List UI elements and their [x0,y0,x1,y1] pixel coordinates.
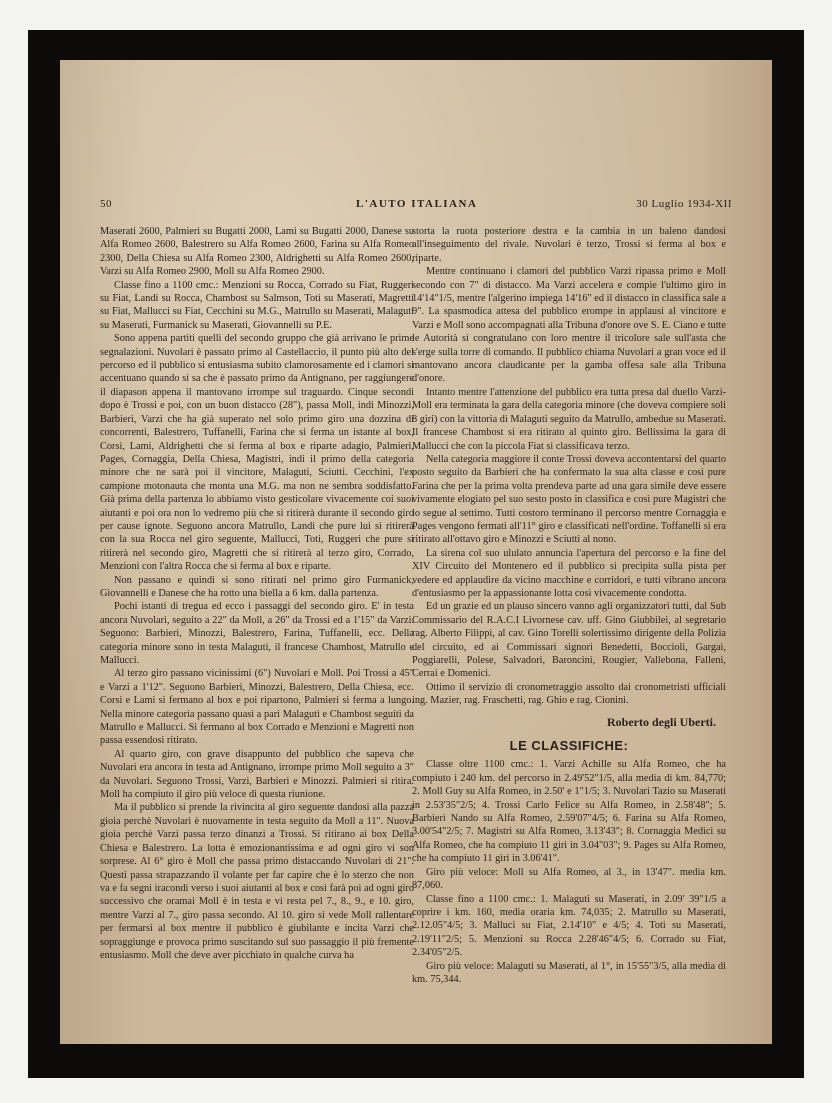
paragraph: Non passano e quindi si sono ritirati nel primo giro Furmanick, Giovannelli e Danese che ha rotto una biella a 6 km. dalla partenza. [100,574,414,599]
paragraph: Al quarto giro, con grave disappunto del pubblico che sapeva che Nuvolari era ancora in testa ad Antignano, irrompe primo Moll seguito a 3" da Nuvolari. Seguono Trossi, Varzi, Barbieri e Minozzi. Palmieri si ritira. Moll ha compiuto il giro più veloce di questa riunione. [100,748,414,801]
paragraph: Mentre continuano i clamori del pubblico Varzi ripassa primo e Moll secondo con 7" di distacco. Ma Varzi accelera e compie l'ultimo giro in 14'14"1/5, mentre l'algerino impiega 14'16" ed il distacco in classifica sale a 9". La spasmodica attesa del pubblico erompe in applausi al vincitore e Varzi e Moll sono accompagnati alla Tribuna d'onore ove S. E. Ciano e tutte le Autorità si congratulano con loro mentre il tricolore sale sull'asta che s'erge sulla torre di comando. Il pubblico chiama Nuvolari a gran voce ed il mantovano ancora claudicante per la gamba offesa sale alla Tribuna d'onore. [412,266,726,385]
paragraph: storta la ruota posteriore destra e la cambia in un baleno dandosi all'inseguimento del rivale. Nuvolari è terzo, Trossi si ferma al box e riparte. [412,226,726,264]
classification-entry: Giro più veloce: Malaguti su Maserati, al 1°, in 15'55"3/5, alla media di km. 75,344. [412,960,726,985]
left-column [100,225,414,962]
paragraph: Nella categoria maggiore il conte Trossi doveva accontentarsi del quarto posto seguito da Barbieri che ha confermato la sua alta classe e così pure Farina che per la prima volta prendeva parte ad una gara simile deve essere vivamente elogiato pel suo sesto posto in classifica e così pure Magistri che lo segue al settimo. Tutti costoro terminano il percorso mentre Cornaggia e Pages vengono fermati all'11° giro e classificati nell'ordine. Toffanelli si era ritirato all'ottavo giro e Minozzi e Sciutti al nono. [412,453,726,546]
paragraph: Maserati 2600, Palmieri su Bugatti 2000, Lami su Bugatti 2000, Danese su Alfa Romeo 2600, Balestrero su Alfa Romeo 2600, Farina su Alfa Romeo 2300, Della Chiesa su Alfa Romeo 2300, Aldrighetti su Alfa Romeo 2600, Varzi su Alfa Romeo 2900, Moll su Alfa Romeo 2900. [100,226,414,278]
paragraph: La sirena col suo ululato annuncia l'apertura del percorso e la fine del XIV Circuito del Montenero ed il pubblico si precipita sulla pista per vedere ed applaudire da vicino macchine e corridori, e tutti vibrano ancora d'entusiasmo per la appassionante lotta così vivacemente condotta. [412,547,726,599]
paragraph: Pochi istanti di tregua ed ecco i passaggi del secondo giro. E' in testa ancora Nuvolari, seguito a 22" da Moll, a 26" da Trossi ed a 1'15" da Varzi. Seguono: Barbieri, Minozzi, Balestrero, Farina, Tuffanelli, ecc. Della categoria minore sono in testa Malaguti, il francese Chambost, Matrullo e Mallucci. [100,601,414,666]
paragraph: Classe fino a 1100 cmc.: Menzioni su Rocca, Corrado su Fiat, Ruggeri su Fiat, Landi su Rocca, Chambost su Salmson, Toti su Maserati, Magretti su Fiat, Mallucci su Fiat, Cecchini su M.G., Matrullo su Maserati, Malaguti su Maserati, Furmanick su Maserati, Giovannelli su P.E. [100,279,414,331]
paragraph: Intanto mentre l'attenzione del pubblico era tutta presa dal duello Varzi-Moll era terminata la gara della categoria minore (che doveva compiere soli 8 giri) con la vittoria di Malaguti seguito da Matrullo, ambedue su Maserati. Il francese Chambost si era ritirato al quinto giro. Bellissima la gara di Mallucci che con la piccola Fiat si classificava terzo. [412,386,726,452]
classification-entry: Classe fino a 1100 cmc.: 1. Malaguti su Maserati, in 2.09' 39"1/5 a coprire i km. 160, media oraria km. 74,035; 2. Matrullo su Maserati, 2.12.05"4/5; 3. Malluci su Fiat, 2.14'10" e 4/5; 4. Toti su Maserati, 2.19'11"2/5; 5. Menzioni su Rocca 2.28'46"4/5; 6. Corrado su Fiat, 2.34'05"2/5. [412,893,726,959]
paragraph: Al terzo giro passano vicinissimi (6") Nuvolari e Moll. Poi Trossi a 45" e Varzi a 1'12". Seguono Barbieri, Minozzi, Balestrero, Della Chiesa, ecc. Corsi e Lami si fermano al box e poi ripartono, Palmieri si ferma a lungo. Nella minore categoria passano quasi a pari Malaguti e Chambost seguiti da Matrullo e Mallucci. Si fermano al box Corrado e Menzioni e Magretti non passa essendosi ritirato. [100,668,414,747]
classifiche-heading: LE CLASSIFICHE: [509,738,629,754]
author-signature: Roberto degli Uberti. [607,714,716,729]
paragraph: Ma il pubblico si prende la rivincita al giro seguente dandosi alla pazza gioia perchè Nuvolari è nuovamente in testa seguito da Moll a 11". Nuova gioia perchè Varzi passa terzo dinanzi a Trossi. Si ritirano ai box Della Chiesa e Balestrero. La lotta è emozionantissima e ad ogni giro vi son sorprese. Al 6° giro è Moll che passa primo distaccando Nuvolari di 21". Questi passa strapazzando il volante per far capire che è lo sterzo che non va e fa segni iracondi verso i suoi aiutanti al box e così farà poi ad ogni giro successivo che oramai Moll è in testa e vi resta pel 7., 8., 9., e 10. giro, mentre Varzi al 7., giro passa secondo. Al 10. giro si vede Moll rallentare per fermarsi al box mentre il pubblico è giubilante e incita Varzi che sopraggiunge e provoca primo suscitando sul suo passaggio il più fremente entusiasmo. Moll che deve aver picchiato in qualche curva ha [100,802,414,961]
page-number: 50 [100,198,112,210]
paragraph: Ottimo il servizio di cronometraggio assolto dai cronometristi ufficiali ing. Mazier, rag. Fraschetti, rag. Ghio e rag. Cionini. [412,681,726,707]
right-column [412,225,726,986]
paragraph: Sono appena partiti quelli del secondo gruppo che già arrivano le prime segnalazioni. Nuvolari è passato primo al Castellaccio, il punto più alto del percorso ed il pubblico si entusiasma subito clamorosamente ed i clamori si accentuano quando si sa che è passato primo da Antignano, per raggiungere il diapason appena il mantovano irrompe sul traguardo. Cinque secondi dopo è Trossi e poi, con un buon distacco (28"), passa Moll, indi Minozzi, Barbieri, Varzi che ha già superato nel solo primo giro una dozzina di concorrenti, Balestrero, Tuffanelli, Farina che si ferma un istante al box, Corsi, Lami, Aldrighetti che si ferma al box e riparte adagio, Palmieri, Pages, Cornaggia, Della Chiesa, Magistri, indi il primo della categoria minore che ne sarà poi il vincitore, Malaguti, Sciutti. Cecchini, l'ex campione motonauta che monta una M.G. ma non ne sembra soddisfatto. Già prima della partenza lo abbiamo visto gesticolare vivacemente coi suoi aiutanti e poi ora non lo vedremo più che si ritirerà durante il secondo giro per cause ignote. Seguono ancora Matrullo, Landi che pure lui si ritirerà con la sua Rocca nel giro seguente, Mallucci, Toti, Ruggeri che pure si ritirerà nel secondo giro, Magretti che si ritirerà al terzo giro, Corrado, Menzioni con l'altra Rocca che si ferma al box e riparte. [100,333,414,573]
issue-date: 30 Luglio 1934-XII [636,198,732,210]
magazine-page [60,60,772,1044]
journal-title: L'AUTO ITALIANA [356,198,478,210]
paragraph: Ed un grazie ed un plauso sincero vanno agli organizzatori tutti, dal Sub Commissario del R.A.C.I Livornese cav. uff. Gino Giubbilei, al segretario rag. Alberto Filippi, al cav. Gino Torelli solertissimo dirigente della Polizia del circuito, ed ai Commissari signori Benedetti, Boccioli, Gargai, Poggiarelli, Polese, Salvadori, Baroncini, Rougier, Vallebona, Falleni, Cerrai e Domenici. [412,601,726,680]
classification-entry: Giro più veloce: Moll su Alfa Romeo, al 3., in 13'47". media km. 87,060. [412,866,726,892]
classification-entry: Classe oltre 1100 cmc.: 1. Varzi Achille su Alfa Romeo, che ha compiuto i 240 km. del percorso in 2.49'52"1/5, alla media di km. 84,770; 2. Moll Guy su Alfa Romeo, in 2.50' e 1"1/5; 3. Nuvolari Tazio su Maserati in 2.53'35"2/5; 4. Trossi Carlo Felice su Alfa Romeo, in 2.58'48"; 5. Barbieri Nando su Alfa Romeo, 2.59'07"4/5; 6. Farina su Alfa Romeo, 3.00'54"2/5; 7. Magistri su Alfa Romeo, 3.13'43"; 8. Cornaggia Medici su Alfa Romeo, che ha compiuto 11 giri in 3.04"03"; 9. Pages su Alfa Romeo, che ha compiuto 11 giri in 3.06'41". [412,759,726,865]
